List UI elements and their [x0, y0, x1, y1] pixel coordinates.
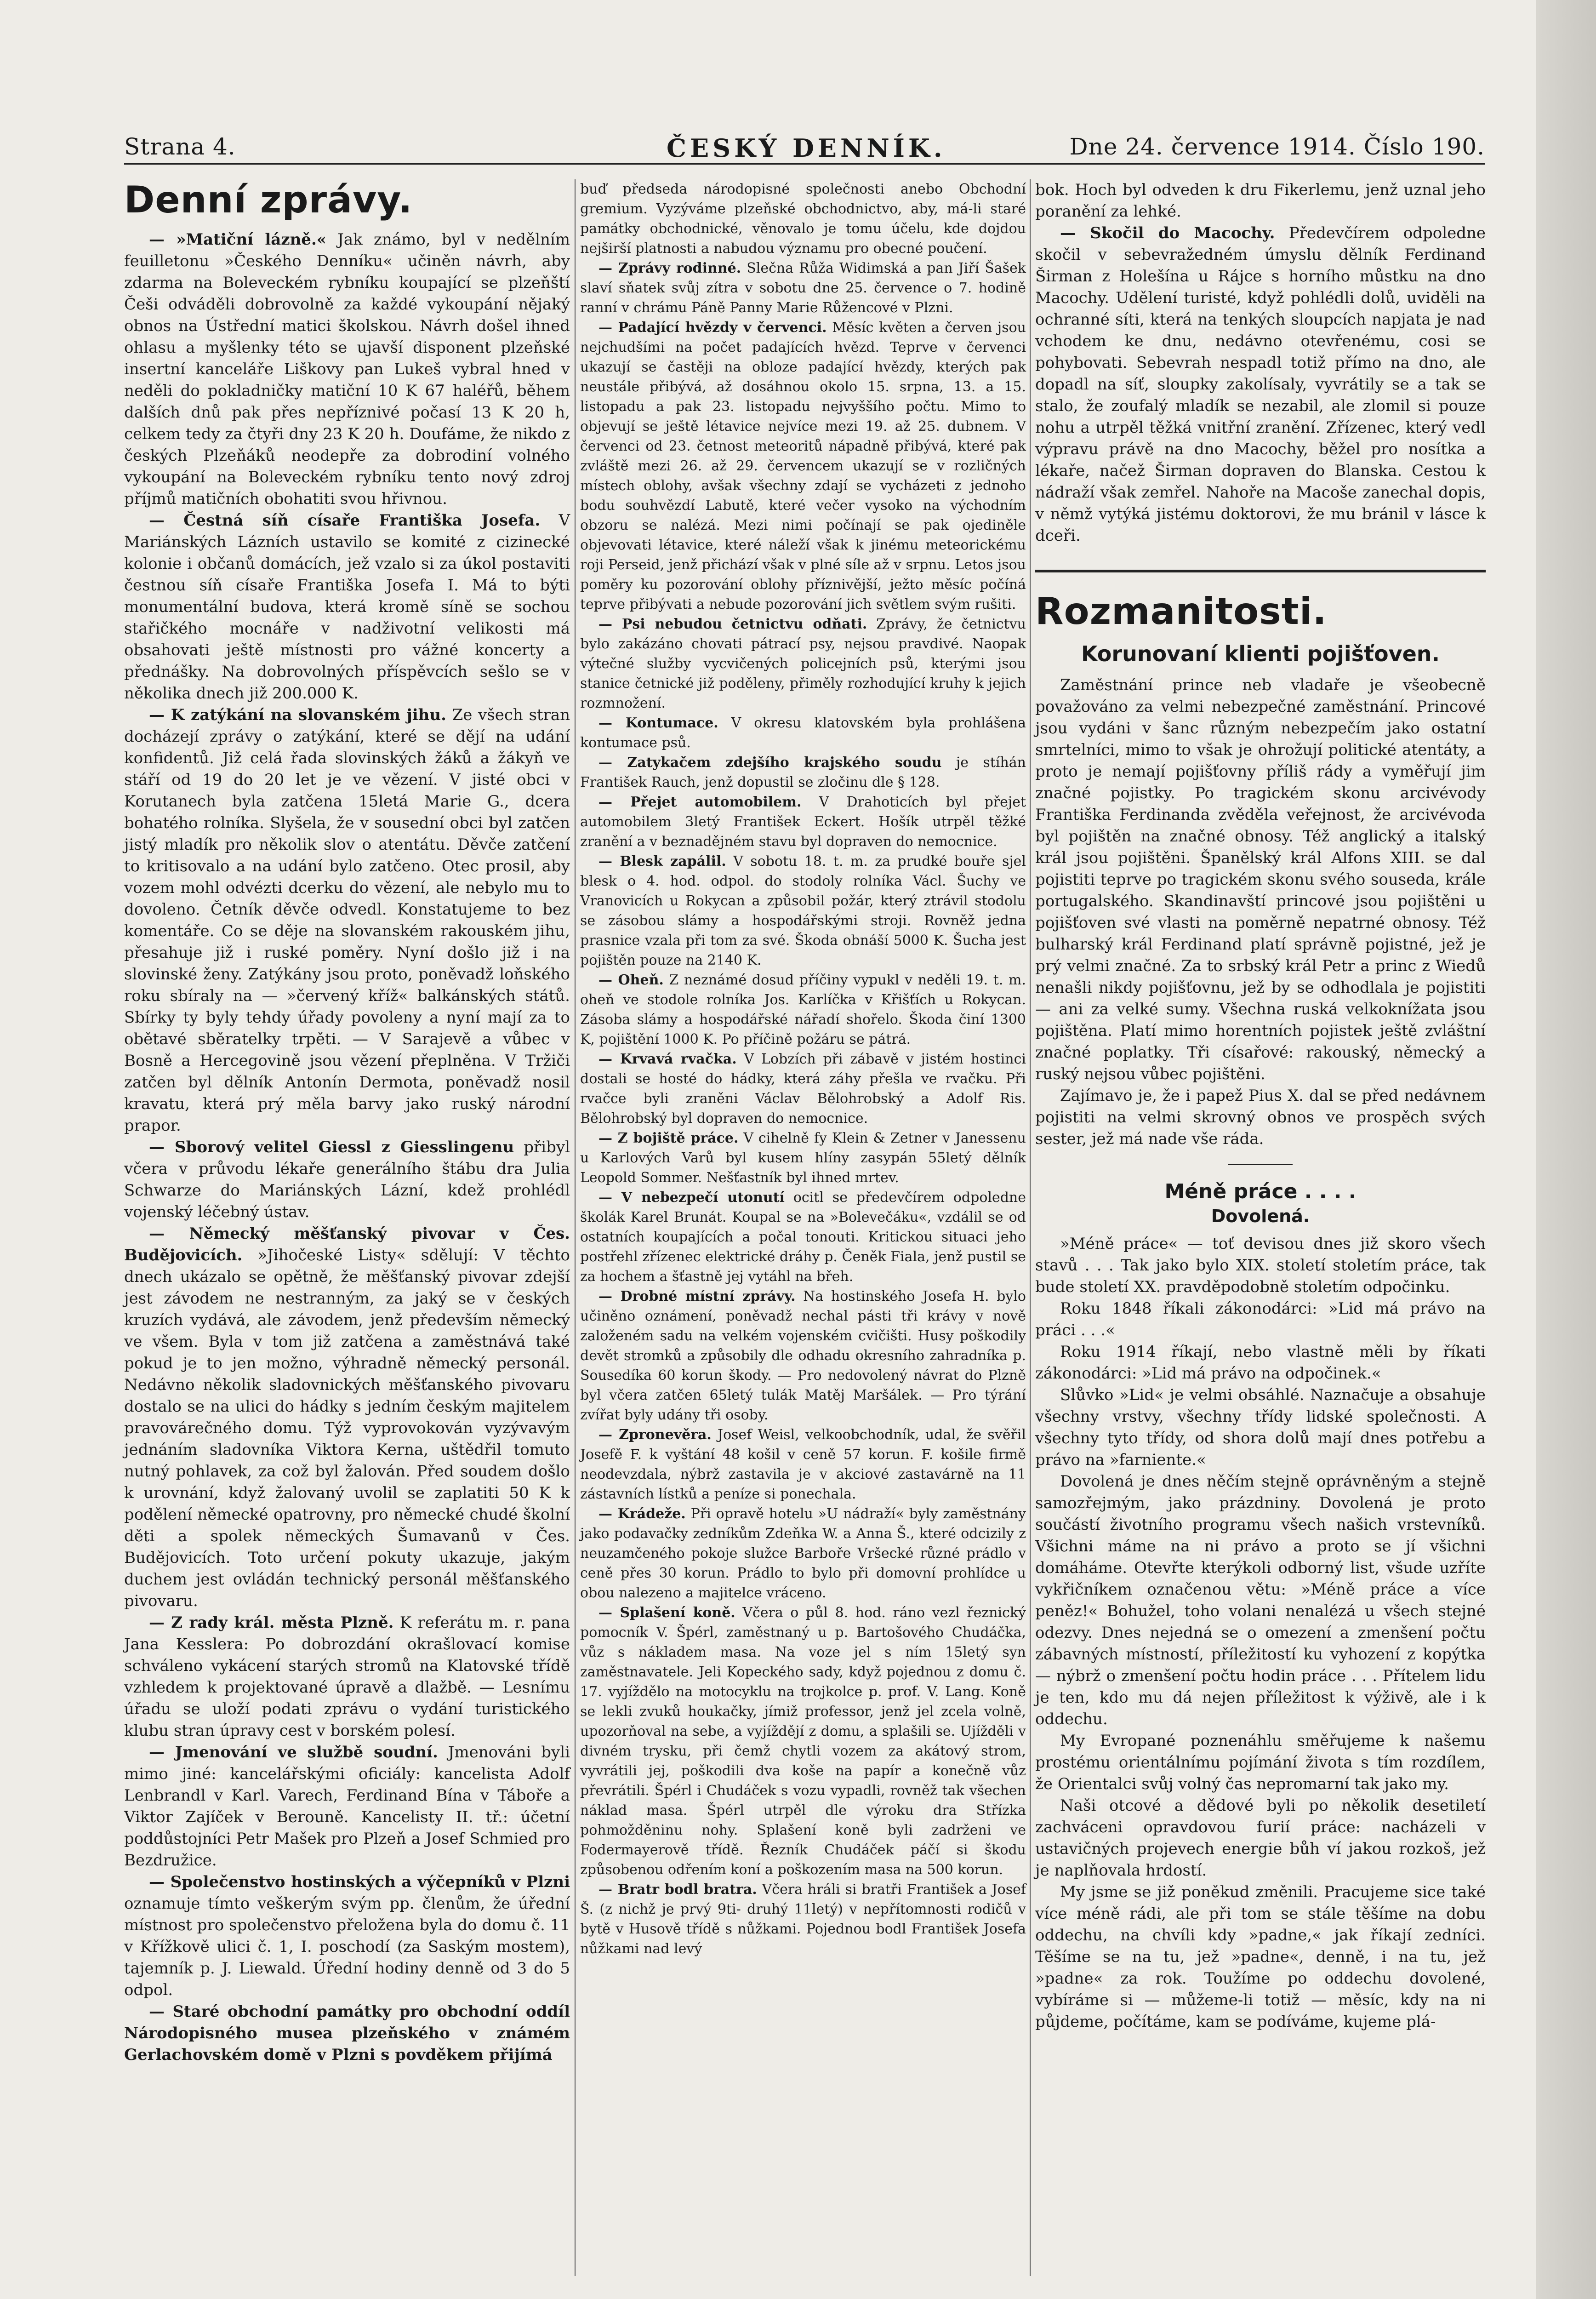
news-item — [580, 713, 1026, 753]
news-item-heading: — Krvavá rvačka. — [598, 1051, 737, 1067]
news-item-heading: — Kontumace. — [598, 715, 718, 731]
news-item-heading: — Splašení koně. — [598, 1605, 735, 1621]
news-item-body: je stíhán František Rauch, jenž dopustil se zločinu dle § 128. — [580, 755, 1026, 790]
page-header — [124, 133, 1485, 165]
news-item-body: ocitl se předevčírem odpoledne školák Karel Brunát. Koupal se na »Bolevečáku«, vzdálil se od ostatních koupajících a počal tonouti. Kritickou situaci jeho postřehl zřízenec elektrické dráhy p. Čeněk Fiala, jenž pustil se za hochem a šťastně jej vytáhl na břeh. — [580, 1190, 1026, 1285]
news-item-heading: — Skočil do Macochy. — [1060, 224, 1275, 242]
news-item-heading: — Z rady král. města Plzně. — [149, 1613, 394, 1632]
news-item-heading: — Zprávy rodinné. — [598, 260, 741, 276]
section-divider — [1035, 570, 1486, 572]
news-item-body: V Lobzích při zábavě v jistém hostinci dostali se hosté do hádky, která záhy přešla ve rvačku. Při rvačce byli zraněni Václav Bělohrobský a Adolf Ris. Bělohrobský byl dopraven do nemocnice. — [580, 1051, 1026, 1127]
section-title-rozmanitosti: Rozmanitosti. — [1035, 590, 1327, 633]
news-item — [580, 1287, 1026, 1425]
article-paragraph: Roku 1848 říkali zákonodárci: »Lid má právo na práci . . .« — [1035, 1299, 1486, 1339]
column-separator — [575, 179, 576, 2276]
news-item-body: přibyl včera v průvodu lékaře generálního štábu dra Julia Schwarze do Mariánských Lázní, kdež prohlédl vojenský léčebný ústav. — [124, 1138, 570, 1221]
news-item-body: Na hostinského Josefa H. bylo učiněno oznámení, poněvadž nechal pásti tři krávy v nově založeném sadu na velkém vojenském cvičišti. Husy poškodily devět stromků a způsobily dle odhadu okresního zahradníka p. Sousedíka 60 korun škody. — Pro nedovolený návrat do Plzně byl včera zatčen 65letý tulák Matěj Maršálek. — Pro týrání zvířat byly udány tři osoby. — [580, 1288, 1026, 1423]
news-item-body: oznamuje tímto veškerým svým pp. členům, že úřední místnost pro společenstvo přeložena byla do domu č. 11 v Křížkově ulici č. 1, I. poschodí (za Saským mostem), tajemník p. J. Liewald. Úřední hodiny denně od 3 do 5 odpol. — [124, 1894, 570, 1999]
article-paragraph: Roku 1914 říkají, nebo vlastně měli by říkati zákonodárci: »Lid má právo na odpočinek.« — [1035, 1343, 1486, 1383]
news-item-body: »Jihočeské Listy« sdělují: V těchto dnech ukázalo se opětně, že měšťanský pivovar zdejší jest závodem ne nestranným, za jaký se v českých kruzích vydává, ale závodem, jenž především německý ve všem. Byla v tom již zatčena a zaměstnává také pokud je to jen možno, výhradně německý personál. Nedávno několik sladovnických měšťanského pivovaru dostalo se na ulici do hádky s jedním českým majitelem pravovárečného domu. Týž vyprovokován vyzývavým jednáním sladovníka Viktora Kerna, uštědřil tomuto nutný pohlavek, za což byl žalován. Před soudem došlo k urovnání, když žalovaný uvolil se zaplatiti 50 K k podělení německé opatrovny, pro německé chudé školní děti a spolek německých Šumavanů v Čes. Budějovicích. Toto určení pokuty ukazuje, jakým duchem jest ovládán technický personál měšťanského pivovaru. — [124, 1246, 570, 1610]
column-3 — [1035, 179, 1486, 2033]
news-item — [580, 1188, 1026, 1287]
news-item-body: Včera o půl 8. hod. ráno vezl řeznický pomocník V. Špérl, zaměstnaný u p. Bartošového Chudáčka, vůz s nákladem masa. Na voze jel s ním 15letý syn zaměstnavatele. Jeli Kopeckého sady, když pojednou z domu č. 17. vyjíždělo na motocyklu na trojkolce p. prof. V. Lang. Koně se lekli zvuků houkačky, jímiž professor, jenž jel zcela volně, upozorňoval na sebe, a vyjíždějí z domu, a splašili se. Ujížděli v divném trysku, při čemž chytli vozem za akátový strom, vyvrátili jej, poškodili dva koše na papír a konečně vůz převrátili. Špérl i Chudáček s vozu vypadli, rovněž tak všechen náklad masa. Špérl utrpěl dle výroku dra Střízka pohmožděninu nohy. Splašení koně byli zadrženi ve Fodermayerově třídě. Řezník Chudáček páčí si škodu způsobenou odřením koní a poškozením masa na 500 korun. — [580, 1605, 1026, 1878]
news-item-heading: — Společenstvo hostinských a výčepníků v Plzni — [149, 1873, 570, 1891]
news-item-heading: — Přejet automobilem. — [598, 794, 802, 810]
news-item — [124, 229, 570, 510]
article-paragraph: Naši otcové a dědové byli po několik desetiletí zachváceni opravdovou furií práce: nacházeli v ustavičných projevech energie bůh ví jakou rozkoš, jež je naplňovala hrdostí. — [1035, 1796, 1486, 1880]
news-item — [580, 614, 1026, 713]
news-item-body: buď předseda národopisné společnosti anebo Obchodní gremium. Vyzýváme plzeňské obchodnictvo, aby, má-li staré památky obchodnické, věnovalo je tomu účelu, kde dojdou nejširší platnosti a nabudou významu pro obecné poučení. — [580, 181, 1026, 257]
article-paragraph: Dovolená je dnes něčím stejně oprávněným a stejně samozřejmým, jako prázdniny. Dovolená je proto součástí životního programu všech našich vrstevníků. Všichni máme na ni právo a proto se jí všichni domáháme. Otevřte kterýkoli odborný list, všude uzříte vykřičníkem označenou větu: »Méně práce a více peněz!« Bohužel, toho volani nenalézá u všech stejné odezvy. Dnes nejedná se o omezení a zmenšení počtu zábavných místností, příležitostí ku vyhození z kopýtka — nýbrž o zmenšení počtu hodin práce . . . Přítelem lidu je ten, kdo mu dá nejen příležitost k výživě, ale i k oddechu. — [1035, 1472, 1486, 1728]
article-separator — [1228, 1164, 1293, 1165]
newspaper-title: ČESKÝ DENNÍK. — [667, 133, 946, 163]
news-item-heading: — Staré obchodní památky pro obchodní oddíl Národopisného musea plzeňského v známém Gerlachovském domě v Plzni s povděkem přijímá — [124, 2002, 570, 2064]
news-item — [124, 1223, 570, 1612]
news-item — [580, 753, 1026, 792]
news-item-body: Z neznámé dosud příčiny vypukl v neděli 19. t. m. oheň ve stodole rolníka Jos. Karlíčka v Křišťích u Rokycan. Zásoba slámy a hospodářské nářadí shořelo. Škoda činí 1300 K, pojištění 1000 K. Po příčině požáru se pátrá. — [580, 972, 1026, 1047]
news-item-body: Předevčírem odpoledne skočil v sebevražedném úmyslu dělník Ferdinand Širman z Holešína u Rájce s horního můstku na dno Macochy. Udělení turisté, když pohlédli dolů, uviděli na ochranné síti, která na tenkých sloupcích napjata je nad vchodem ke dnu, nedávno otevřenému, cosi se pohybovati. Sebevrah nespadl totiž přímo na dno, ale dopadl na síť, sloupky zakolísaly, vyvrátily se a tak se stalo, že zoufalý mladík se nezabil, ale zlomil si pouze nohu a utrpěl těžká vnitřní zranění. Zřízenec, který vedl výpravu právě na dno Macochy, běžel pro nosítka a lékaře, načež Širman dopraven do Blanska. Cestou k nádraží však zemřel. Nahoře na Macoše zanechal dopis, v němž vytýká jistému doktorovi, že mu bránil v lásce k dceři. — [1035, 224, 1486, 545]
article-title-mene-prace: Méně práce . . . . — [1164, 1180, 1357, 1203]
news-item-body: V okresu klatovském byla prohlášena kontumace psů. — [580, 715, 1026, 751]
news-item-heading: — V nebezpečí utonutí — [598, 1190, 785, 1206]
news-item-heading: — Z bojiště práce. — [598, 1130, 739, 1146]
news-item-body: Zprávy, že četnictvu bylo zakázáno chovati pátrací psy, nejsou pravdivé. Naopak výtečné služby vycvičených policejních psů, kterými jsou stanice četnické již poděleny, přiměly rozhodující kruhy k jejich rozmnožení. — [580, 616, 1026, 711]
news-item — [580, 318, 1026, 614]
news-item-heading: — Sborový velitel Giessl z Giesslingenu — [149, 1138, 514, 1156]
news-item — [1035, 179, 1486, 223]
article-paragraph: My jsme se již poněkud změnili. Pracujeme sice také více méně rádi, ale při tom se stále těšíme na dobu oddechu, na chvíli kdy »padne,« jak říkají zedníci. Těšíme se na tu, jež »padne«, denně, i na tu, jež »padne« za rok. Toužíme po oddechu dovolené, vybíráme si — můžeme-li totiž — měsíc, kdy na ni půjdeme, počítáme, kam se podíváme, kujeme plá- — [1035, 1883, 1486, 2031]
news-item-heading: — K zatýkání na slovanském jihu. — [149, 706, 446, 724]
news-item-body: Měsíc květen a červen jsou nejchudšími na počet padajících hvězd. Teprve v červenci ukazují se častěji na obloze padající hvězdy, kterých pak neustále přibývá, až dosáhnou okolo 15. srpna, 13. a 15. listopadu a pak 23. listopadu nejvyššího počtu. Mimo to objevují se ještě létavice nejvíce mezi 19. až 25. dubnem. V červenci od 23. četnost meteoritů nápadně přibývá, které pak zvláště mezi 26. až 29. červencem ukazují se v rozličných místech oblohy, avšak všechny zdají se vycházeti z jednoho bodu souhvězdí Labutě, které večer vysoko na východním obzoru se nalézá. Mezi nimi počínají se pak ojediněle objevovati létavice, které náleží však k jinému meteorickému roji Perseid, jenž přichází však v plné síle až v srpnu. Letos jsou poměry ku pozorování oblohy příznivější, ježto měsíc počíná teprve přibývati a nebude pozorování jich světlem svým rušiti. — [580, 320, 1026, 612]
news-item-body: Při opravě hotelu »U nádraží« byly zaměstnány jako podavačky zedníkům Zdeňka W. a Anna Š., které odcizily z neuzamčeného pokoje služce Barboře Vršecké různé prádlo v ceně přes 30 korun. Prádlo to bylo při domovní prohlídce u obou nalezeno a majitelce vráceno. — [580, 1506, 1026, 1601]
news-item — [124, 1742, 570, 1871]
article-paragraph: »Méně práce« — toť devisou dnes již skoro všech stavů . . . Tak jako bylo XIX. století stoletím práce, tak bude století XX. pravděpodobně stoletím odpočinku. — [1035, 1235, 1486, 1296]
news-item — [124, 2001, 570, 2066]
news-item-heading: — Jmenování ve službě soudní. — [149, 1743, 438, 1761]
news-item-body: V cihelně fy Klein & Zetner v Janessenu u Karlových Varů byl kusem hlíny zasypán 55letý dělník Leopold Sommer. Nešťastník byl ihned mrtev. — [580, 1130, 1026, 1186]
news-item-body: Včera hráli si bratři František a Josef Š. (z nichž je prvý 9ti- druhý 11letý) v nepřítomnosti rodičů v bytě v Husově třídě s nůžkami. Pojednou bodl František Josefa nůžkami nad levý — [580, 1882, 1026, 1957]
news-item-body: V Mariánských Lázních ustavilo se komité z cizinecké kolonie i občanů domácích, jež vzalo si za úkol postaviti čestnou síň císaře Františka Josefa I. Má to býti monumentální budova, která kromě síně se sochou stařičkého mocnáře v nadživotní velikosti má obsahovati ještě místnosti pro vážné koncerty a přednášky. Na dobrovolných příspěvcích sešlo se v několika dnech již 200.000 K. — [124, 511, 570, 703]
news-item — [124, 1137, 570, 1223]
news-item — [580, 258, 1026, 318]
news-item — [580, 1049, 1026, 1128]
news-item — [580, 852, 1026, 970]
section-title-denni-zpravy: Denní zprávy. — [124, 178, 413, 221]
news-item — [580, 1603, 1026, 1880]
news-item-body: Slečna Růža Widimská a pan Jiří Šašek slaví sňatek svůj zítra v sobotu dne 25. července o 7. hodině ranní v chrámu Páně Panny Marie Růžencové v Plzni. — [580, 260, 1026, 316]
news-item-heading: — Padající hvězdy v červenci. — [598, 320, 827, 336]
news-item — [124, 1871, 570, 2001]
news-item-body: V Drahoticích byl přejet automobilem 3letý František Eckert. Hošík utrpěl těžké zranění a v beznadějném stavu byl dopraven do nemocnice. — [580, 794, 1026, 850]
article-paragraph: Zajímavo je, že i papež Pius X. dal se před nedávnem pojistiti na velmi skrovný obnos ve prospěch svých sester, jež má nade vše ráda. — [1035, 1087, 1486, 1148]
news-item — [124, 1612, 570, 1742]
news-item — [124, 704, 570, 1137]
news-item-body: bok. Hoch byl odveden k dru Fikerlemu, jenž uznal jeho poranění za lehké. — [1035, 181, 1486, 221]
column-separator — [1030, 179, 1031, 2276]
news-item-heading: — Bratr bodl bratra. — [598, 1882, 757, 1898]
news-item-heading: — Krádeže. — [598, 1506, 686, 1522]
issue-date-number: Dne 24. července 1914. Číslo 190. — [1069, 133, 1485, 160]
page-edge-strip — [1536, 0, 1596, 2299]
news-item — [580, 792, 1026, 852]
news-item-heading: — Psi nebudou četnictvu odňati. — [598, 616, 867, 632]
news-item-heading: — Čestná síň císaře Františka Josefa. — [149, 511, 541, 530]
article-paragraph: My Evropané poznenáhlu směřujeme k našemu prostému orientálnímu pojímání života s tím rozdílem, že Orientalci svůj volný čas nepromarní tak jako my. — [1035, 1732, 1486, 1793]
article-paragraph: Zaměstnání prince neb vladaře je všeobecně považováno za velmi nebezpečné zaměstnání. Princové jsou vydáni v šanc různým nebezpečím jako ostatní smrtelníci, mimo to však je ohrožují politické atentáty, a proto je nemají pojišťovny příliš rády a vyměřují jim značné pojistky. Po tragickém skonu arcivévody Františka Ferdinanda zvěděla veřejnost, že arcivévoda byl pojištěn na značné obnosy. Též anglický a italský král jsou pojištěni. Španělský král Alfons XIII. se dal pojistiti teprve po tragickém skonu svého souseda, krále portugalského. Skandinavští princové jsou pojištěni u pojišťoven své vlasti na poměrně nepatrné obnosy. Též bulharský král Ferdinand platí správně pojistné, jež je prý velmi značné. Za to srbský král Petr a princ z Wiedů nenašli nikdy pojišťovnu, jež by se odhodlala je pojistiti — ani za velké sumy. Všechna ruská velkoknížata jsou pojištěna. Platí mimo horentních pojistek ještě zvláštní značné poplatky. Tři císařové: rakouský, německý a ruský nejsou vůbec pojištěni. — [1035, 676, 1486, 1083]
news-item-heading: — Zpronevěra. — [598, 1427, 712, 1443]
article-subtitle-dovolena: Dovolená. — [1211, 1206, 1310, 1226]
news-item-heading: — Zatykačem zdejšího krajského soudu — [598, 755, 942, 771]
news-item — [580, 1504, 1026, 1603]
news-item-body: Josef Weisl, velkoobchodník, udal, že svěřil Josefě F. k vyštání 48 košil v ceně 57 korun. F. košile firmě neodevzdala, nýbrž zastavila je v akciové zastavárně na 11 zástavních lístků a peníze si ponechala. — [580, 1427, 1026, 1502]
news-item-heading: — Drobné místní zprávy. — [598, 1288, 796, 1304]
news-item — [580, 179, 1026, 258]
news-item — [580, 1880, 1026, 1959]
news-item — [580, 1425, 1026, 1504]
news-item-heading: — Blesk zapálil. — [598, 853, 726, 869]
article-paragraph: Slůvko »Lid« je velmi obsáhlé. Naznačuje a obsahuje všechny vrstvy, všechny třídy lidské společnosti. A všechny tyto třídy, od shora dolů mají dnes potřebu a právo na »farniente.« — [1035, 1386, 1486, 1469]
news-item-heading: — Oheň. — [598, 972, 664, 988]
article-title-korunovani-klienti: Korunovaní klienti pojišťoven. — [1081, 641, 1440, 666]
news-item — [580, 970, 1026, 1049]
news-item-heading: — »Matiční lázně.« — [149, 230, 327, 249]
news-item-body: Jak známo, byl v nedělním feuilletonu »Českého Denníku« učiněn návrh, aby zdarma na Boleveckém rybníku koupající se plzeňští Češi odváděli dobrovolně za každé vykoupání nějaký obnos na Ústřední matici školskou. Návrh došel ihned ohlasu a myšlenky této se ujavší disponent plzeňské insertní kanceláře Liškovy pan Lukeš vybral hned v neděli do pokladničky matiční 10 K 67 haléřů, během dalších dnů pak přes nepříznivé počasí 13 K 20 h, celkem tedy za čtyři dny 23 K 20 h. Doufáme, že nikdo z českých Plzeňáků neodepře za dobrodiní volného vykoupání na Boleveckém rybníku tento nový zdroj příjmů matičních obohatiti svou hřivnou. — [124, 230, 570, 508]
news-item-body: Jmenováni byli mimo jiné: kancelářskými oficiály: kancelista Adolf Lenbrandl v Karl. Varech, Ferdinand Bína v Táboře a Viktor Zajíček v Berouně. Kancelisty II. tř.: účetní poddůstojníci Petr Mašek pro Plzeň a Josef Schmied pro Bezdružice. — [124, 1743, 570, 1870]
column-1 — [124, 179, 570, 2066]
news-item — [580, 1128, 1026, 1188]
news-item-body: Ze všech stran docházejí zprávy o zatýkání, které se dějí na udání konfidentů. Již celá řada slovinských žáků a žákyň ve stáří od 19 do 20 let je ve vězení. V jisté obci v Korutanech byla zatčena 15letá Marie G., dcera bohatého rolníka. Slyšela, že v sousední obci byl zatčen jistý mladík pro několik slov o atentátu. Děvče zatčení to kritisovalo a na udání bylo zatčeno. Otec prosil, aby vozem mohl odvézti dcerku do vězení, ale nebylo mu to dovoleno. Četník děvče odvedl. Konstatujeme to bez komentáře. Co se děje na slovanském rakouském jihu, přesahuje již i ruské poměry. Nyní došlo již i na slovinské ženy. Zatýkány jsou proto, poněvadž loňského roku sbíraly na — »červený kříž« balkánských států. Sbírky ty byly tehdy úřady povoleny a nyní mají za to obětavé sběratelky trpěti. — V Sarajevě a vůbec v Bosně a Hercegovině jsou vězení přeplněna. V Tržiči zatčen byl dělník Antonín Dermota, poněvadž nosil kravatu, která prý měla barvy jako ruský národní prapor. — [124, 706, 570, 1135]
news-item — [124, 510, 570, 704]
news-item — [1035, 223, 1486, 547]
news-item-body: V sobotu 18. t. m. za prudké bouře sjel blesk o 4. hod. odpol. do stodoly rolníka Václ. Šuchy ve Vranovicích u Rokycan a způsobil požár, který ztrávil stodolu se zásobou slámy a hospodářskými stroji. Rovněž jedna prasnice vzala při tom za své. Škoda obnáší 5000 K. Šucha jest pojištěn pouze na 2140 K. — [580, 853, 1026, 968]
news-item-heading: — Německý měšťanský pivovar v Čes. Budějovicích. — [124, 1224, 570, 1264]
news-item-body: K referátu m. r. pana Jana Kesslera: Po dobrozdání okrašlovací komise schváleno vykácení starých stromů na Klatovské třídě vzhledem k projektované úpravě a dlažbě. — Lesnímu úřadu se uloží podati zprávu o vydání turistického klubu stran úpravy cest v borském polesí. — [124, 1613, 570, 1740]
column-2 — [580, 179, 1026, 1959]
page-number: Strana 4. — [124, 133, 236, 160]
